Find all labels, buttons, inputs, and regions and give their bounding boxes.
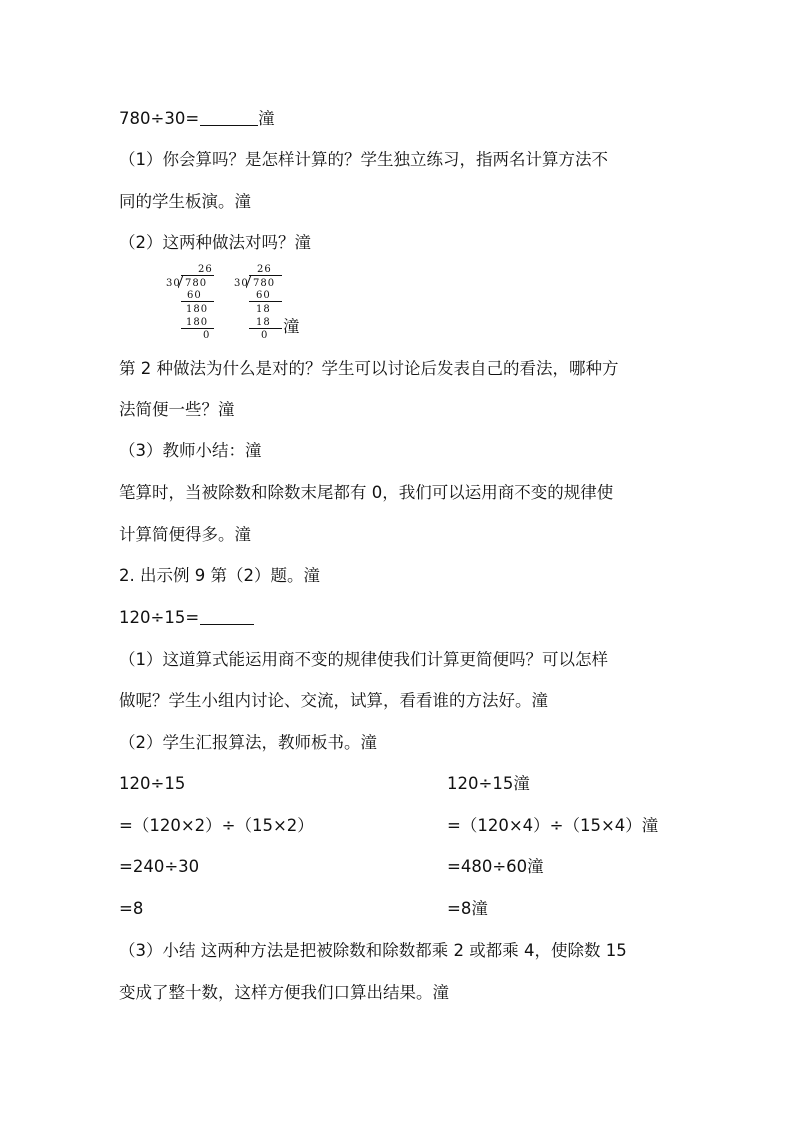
quotient: 26	[257, 264, 272, 275]
paragraph-line: 2. 出示例 9 第（2）题。潼	[119, 566, 320, 585]
step-remainder: 180	[186, 304, 209, 315]
answer-blank	[200, 109, 258, 126]
method-b-line: =480÷60潼	[447, 857, 544, 876]
step-line	[181, 301, 214, 302]
paragraph-line: （1）这道算式能运用商不变的规律使我们计算更简便吗？可以怎样	[119, 650, 608, 669]
paragraph-line: 法简便一些？潼	[119, 400, 235, 419]
paragraph-line: 同的学生板演。潼	[119, 192, 251, 211]
step-product: 180	[186, 317, 209, 328]
step-product: 18	[256, 317, 271, 328]
expression-text: 780÷30=	[119, 109, 200, 128]
end-mark: 潼	[258, 109, 275, 128]
paragraph-line: （3）小结 这两种方法是把被除数和除数都乘 2 或都乘 4，使除数 15	[119, 941, 627, 960]
dividend: 780	[253, 278, 276, 289]
paragraph-line: （3）教师小结：潼	[119, 441, 262, 460]
problem-780-div-30	[119, 108, 275, 130]
method-b-line: =8潼	[447, 899, 488, 918]
method-a-line: =240÷30	[119, 857, 200, 876]
method-a-line: =8	[119, 899, 144, 918]
step-product: 60	[187, 290, 202, 301]
divisor: 30	[234, 278, 249, 289]
paragraph-line: 笔算时，当被除数和除数末尾都有 0，我们可以运用商不变的规律使	[119, 483, 614, 502]
answer-blank	[200, 608, 254, 625]
divisor: 30	[166, 278, 181, 289]
final-remainder: 0	[261, 330, 269, 341]
division-bar	[181, 275, 214, 276]
paragraph-line: 变成了整十数，这样方便我们口算出结果。潼	[119, 983, 449, 1002]
step-line	[249, 328, 282, 329]
division-bar	[249, 275, 282, 276]
step-product: 60	[256, 290, 271, 301]
step-line	[181, 328, 214, 329]
paragraph-line: （2）这两种做法对吗？潼	[119, 233, 311, 252]
expression-text: 120÷15=	[119, 608, 200, 627]
division-bracket	[246, 275, 252, 289]
paragraph-line: 做呢？学生小组内讨论、交流，试算，看看谁的方法好。潼	[119, 691, 548, 710]
paragraph-line: （2）学生汇报算法，教师板书。潼	[119, 733, 377, 752]
paragraph-line: 第 2 种做法为什么是对的？学生可以讨论后发表自己的看法，哪种方	[119, 359, 619, 378]
method-a-line: 120÷15	[119, 774, 186, 793]
paragraph-line: 计算简便得多。潼	[119, 525, 251, 544]
method-b-line: 120÷15潼	[447, 774, 530, 793]
step-line	[249, 301, 282, 302]
end-mark: 潼	[283, 317, 301, 336]
quotient: 26	[198, 264, 213, 275]
problem-120-div-15	[119, 607, 254, 629]
method-a-line: =（120×2）÷（15×2）	[119, 816, 314, 835]
final-remainder: 0	[203, 330, 211, 341]
dividend: 780	[185, 278, 208, 289]
paragraph-line: （1）你会算吗？是怎样计算的？学生独立练习，指两名计算方法不	[119, 150, 608, 169]
division-bracket	[178, 275, 184, 289]
step-remainder: 18	[256, 304, 271, 315]
method-b-line: =（120×4）÷（15×4）潼	[447, 816, 659, 835]
